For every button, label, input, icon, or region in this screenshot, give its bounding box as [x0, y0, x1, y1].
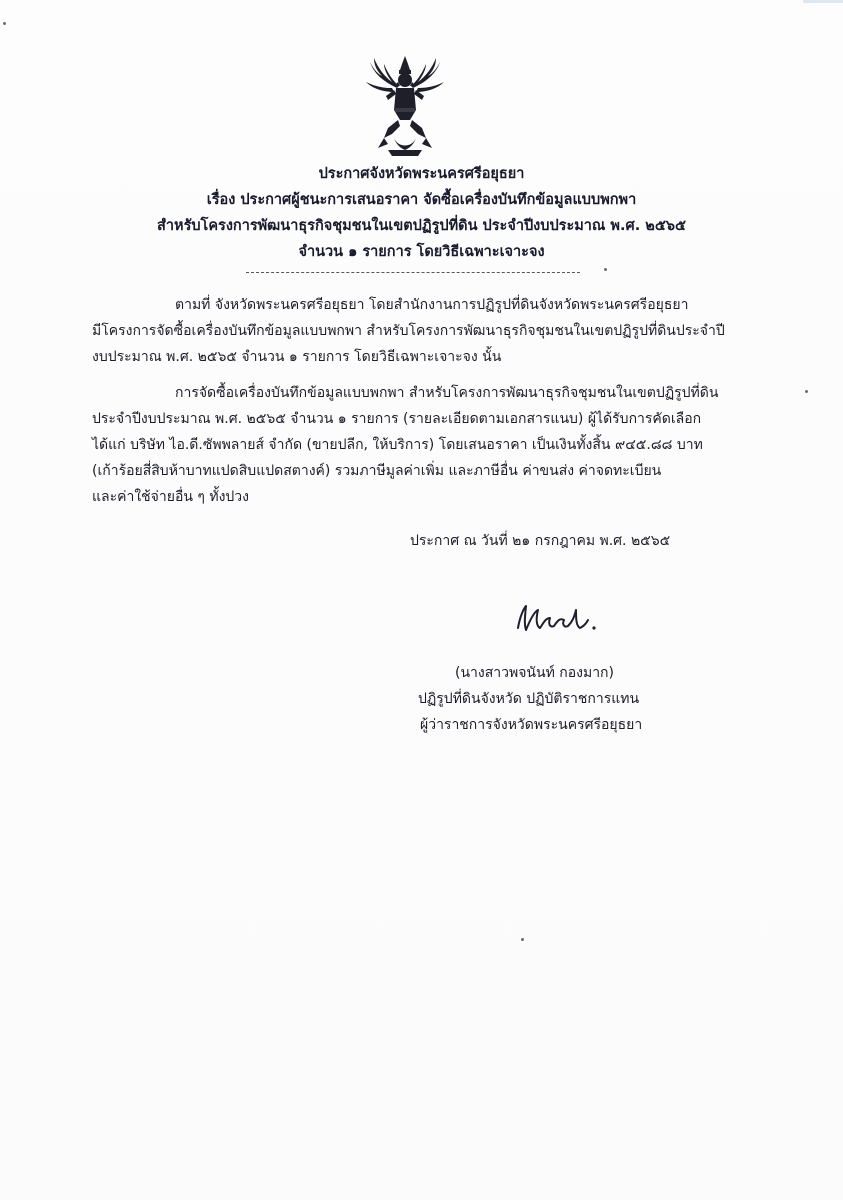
scan-speck — [604, 268, 607, 271]
paragraph-2-line: ประจำปีงบประมาณ พ.ศ. ๒๕๖๕ จำนวน ๑ รายการ (รายละเอียดตามเอกสารแนบ) ผู้ได้รับการคัดเลือก — [92, 411, 702, 427]
paragraph-2-line: ได้แก่ บริษัท ไอ.ดี.ซัพพลายส์ จำกัด (ขายปลีก, ให้บริการ) โดยเสนอราคา เป็นเงินทั้งสิ้น ๙๔๕.๘๘ บาท — [92, 437, 703, 453]
scan-edge — [803, 0, 843, 3]
paragraph-2-line: และค่าใช้จ่ายอื่น ๆ ทั้งปวง — [92, 489, 250, 505]
announcement-subject: เรื่อง ประกาศผู้ชนะการเสนอราคา จัดซื้อเครื่องบันทึกข้อมูลแบบพกพา — [206, 192, 637, 208]
paragraph-1-line: มีโครงการจัดซื้อเครื่องบันทึกข้อมูลแบบพกพา สำหรับโครงการพัฒนาธุรกิจชุมชนในเขตปฏิรูปที่ดินประจำปี — [92, 323, 725, 339]
paragraph-1-line: งบประมาณ พ.ศ. ๒๕๖๕ จำนวน ๑ รายการ โดยวิธีเฉพาะเจาะจง นั้น — [92, 349, 502, 365]
signatory-name: (นางสาวพจนันท์ กองมาก) — [455, 665, 614, 681]
announcement-date: ประกาศ ณ วันที่ ๒๑ กรกฎาคม พ.ศ. ๒๕๖๕ — [410, 533, 671, 549]
announcement-project: สำหรับโครงการพัฒนาธุรกิจชุมชนในเขตปฏิรูปที่ดิน ประจำปีงบประมาณ พ.ศ. ๒๕๖๕ — [157, 218, 686, 234]
handwritten-signature-icon — [512, 598, 598, 640]
signatory-title: ปฏิรูปที่ดินจังหวัด ปฏิบัติราชการแทน — [418, 691, 640, 707]
signatory-title: ผู้ว่าราชการจังหวัดพระนครศรีอยุธยา — [420, 717, 643, 733]
scan-speck — [3, 22, 6, 25]
announcement-quantity-method: จำนวน ๑ รายการ โดยวิธีเฉพาะเจาะจง — [298, 244, 545, 260]
paragraph-2-line: (เก้าร้อยสี่สิบห้าบาทแปดสิบแปดสตางค์) รวมภาษีมูลค่าเพิ่ม และภาษีอื่น ค่าขนส่ง ค่าจดทะเบียน — [92, 463, 662, 479]
scan-speck — [521, 938, 524, 941]
scan-speck — [805, 390, 808, 393]
announcement-title: ประกาศจังหวัดพระนครศรีอยุธยา — [318, 166, 525, 182]
dashed-divider — [246, 272, 580, 273]
paragraph-2-line: การจัดซื้อเครื่องบันทึกข้อมูลแบบพกพา สำหรับโครงการพัฒนาธุรกิจชุมชนในเขตปฏิรูปที่ดิน — [175, 385, 719, 401]
garuda-emblem-icon — [364, 52, 446, 162]
paragraph-1-line: ตามที่ จังหวัดพระนครศรีอยุธยา โดยสำนักงานการปฏิรูปที่ดินจังหวัดพระนครศรีอยุธยา — [175, 297, 689, 313]
